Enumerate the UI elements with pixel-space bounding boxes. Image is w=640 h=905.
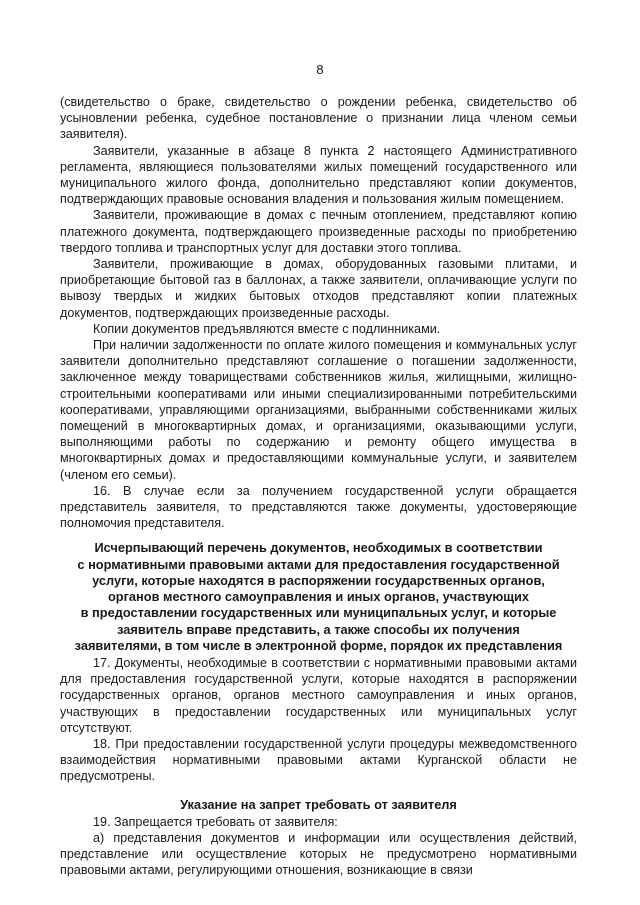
heading-line: в предоставлении государственных или муниципальных услуг, и которые bbox=[80, 605, 557, 621]
page-number: 8 bbox=[316, 62, 324, 77]
heading-line: заявитель вправе представить, а также способы их получения bbox=[117, 621, 520, 637]
heading-line: услуги, которые находятся в распоряжении государственных органов, bbox=[92, 572, 545, 588]
paragraph: Заявители, указанные в абзаце 8 пункта 2 настоящего Административного регламента, являющиеся пользователями жилых помещений государственного или муниципального жилого фонда, дополнительно представляют копии документов, подтверждающих правовые основания владения и пользования жилым помещением. bbox=[60, 143, 577, 207]
section-heading-prohibition: Указание на запрет требовать от заявителя bbox=[180, 796, 457, 812]
heading-line: заявителями, в том числе в электронной форме, порядок их представления bbox=[74, 637, 563, 653]
paragraph: Заявители, проживающие в домах, оборудованных газовыми плитами, и приобретающие бытовой газ в баллонах, а также заявители, оплачивающие услуги по вывозу твердых и жидких бытовых отходов представляют копии платежных документов, подтверждающих произведенные расходы. bbox=[60, 257, 577, 320]
paragraph: 16. В случае если за получением государственной услуги обращается представитель заявителя, то представляются также документы, удостоверяющие полномочия представителя. bbox=[60, 483, 577, 531]
document-body bbox=[60, 94, 577, 879]
paragraph: а) представления документов и информации или осуществления действий, представление или осуществление которых не предусмотрено нормативными правовыми актами, регулирующими отношения, возникающие в связи bbox=[60, 830, 577, 878]
paragraph: Заявители, проживающие в домах с печным отоплением, представляют копию платежного документа, подтверждающего произведенные расходы по приобретению твердого топлива и транспортных услуг для доставки этого топлива. bbox=[60, 208, 577, 255]
paragraph: При наличии задолженности по оплате жилого помещения и коммунальных услуг заявители дополнительно представляют соглашение о погашении задолженности, заключенное между товариществами собственников жилья, жилищными, жилищно-строительными кооперативами или иными специализированными потребительскими кооперативами, управляющими организациями, выбранными собственниками жилых помещений в многоквартирных домах, и организациями, оказывающими услуги, выполняющими работы по содержанию и ремонту общего имущества в многоквартирных домах и предоставляющими коммунальные услуги, и заявителем (членом его семьи). bbox=[60, 338, 577, 482]
heading-line: Исчерпывающий перечень документов, необходимых в соответствии bbox=[94, 540, 543, 556]
paragraph: Копии документов предъявляются вместе с подлинниками. bbox=[93, 321, 441, 336]
paragraph: (свидетельство о браке, свидетельство о рождении ребенка, свидетельство об усыновлении ребенка, судебное постановление о признании лица членом семьи заявителя). bbox=[60, 95, 577, 142]
paragraph: 19. Запрещается требовать от заявителя: bbox=[93, 814, 338, 829]
section-heading-documents bbox=[60, 540, 577, 653]
heading-line: с нормативными правовыми актами для предоставления государственной bbox=[77, 556, 560, 572]
paragraph: 17. Документы, необходимые в соответствии с нормативными правовыми актами для предоставления государственной услуги, которые находятся в распоряжении государственных органов, органов местного самоуправления и иных органов, участвующих в предоставлении государственных или муниципальных услуг отсутствуют. bbox=[60, 655, 577, 735]
paragraph: 18. При предоставлении государственной услуги процедуры межведомственного взаимодействия нормативными правовыми актами Курганской области не предусмотрены. bbox=[60, 736, 577, 784]
heading-line: органов местного самоуправления и иных органов, участвующих bbox=[107, 589, 530, 605]
